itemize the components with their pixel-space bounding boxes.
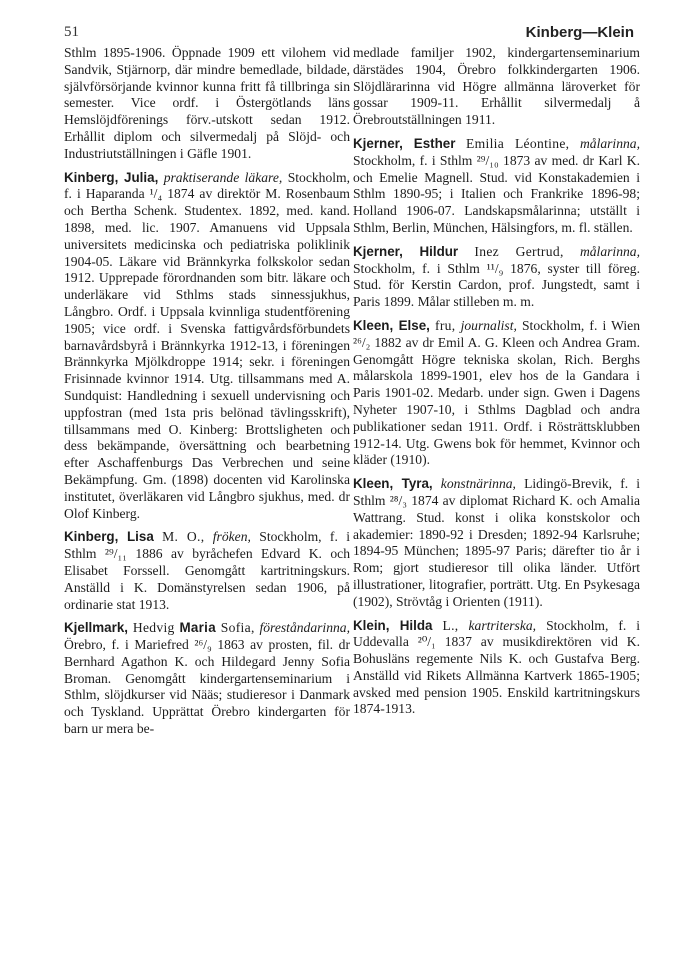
entry-given-names: Emilia Léontine, [466,135,570,151]
entry-text: Stockholm, f. i Wien ²⁶/₂ 1882 av dr Emil A. G. Kleen och Andrea Gram. Genomgått Högre tekniska skolan, Rich. Berghs målarskola 1899-1901, elev hos de la Gandara i Paris 1901-02. Medarb. under sign. Gwen i Dagens Nyheter 1907-10, i Sthlms Dagblad och andra publikationer sedan 1911. Ordf. i Rösträttsklubben 1912-14. Utg. Gwens bok för hemmet, Kvinnor och kläder (1910). [353,317,640,468]
entry-kjellmark-hedvig [64,620,350,738]
page-header [64,22,634,44]
entry-text: Örebro, f. i Mariefred ²⁶/₉ 1863 av prosten, fil. dr Bernhard Agathon K. och Hildegard Jenny Sofia Broman. Genomgått kindergartenseminarium i Sthlm, slöjdkurser vid Nääs; studieresor i Danmark och Tyskland. Upprättat Örebro kindergarten för barn ur mera be- [64,637,350,737]
entry-occupation: kartriterska, [468,617,537,633]
entry-given-names: M. O., [162,529,205,545]
entry-text: Stockholm, f. i Sthlm ²⁹/₁₁ 1886 av byråchefen Edvard K. och Elisabet Forssell. Genomgått kartritningskurs. Anställd i K. Domänstyrelsen sedan 1906, på ordinarie stat 1913. [64,529,350,612]
entry-name: Klein, Hilda [353,617,433,633]
entry-given-names: Hedvig [132,620,175,636]
entry-kinberg-lisa [64,529,350,613]
entry-kjerner-esther [353,136,640,237]
entry-kinberg-julia [64,170,350,523]
entry-occupation: fröken, [212,529,251,545]
continuation-entry [353,45,640,129]
entry-text: Stockholm, f. i Sthlm ²⁹/₁₀ 1873 av med. dr Karl K. och Emelie Magnell. Stud. vid Konstakademien i Sthlm 1890-95; i Italien och Frankrike 1896-98; Holland 1906-07. Landskapsmålarinna; utställt i Sthlm, Berlin, München, Hälsingfors, m. fl. ställen. [353,152,640,235]
entry-given-names: fru, [435,317,456,333]
continuation-entry [64,45,350,163]
entry-text: Stockholm, f. i Sthlm ¹¹/₉ 1876, syster till föreg. Stud. för Kerstin Cardon, prof. Jungstedt, samt i Paris 1899. Målar stilleben m. m. [353,260,640,310]
entry-occupation: praktiserande läkare, [163,169,283,185]
entry-occupation: konstnärinna, [440,476,516,492]
entry-text: medlade familjer 1902, kindergartenseminarium därstädes 1904, Örebro folkkindergarten 1906. Slöjdlärarinna vid Högre allmänna läroverket för gossar 1909-11. Erhållit silvermedalj å Örebroutställningen 1911. [353,45,640,128]
entry-text: Stockholm, f. i Haparanda ¹/₄ 1874 av direktör M. Rosenbaum och Bertha Schenk. Studentex. 1892, med. kand. 1898, med. lic. 1907. Amanuens vid Uppsala universitets medicinska och pediatriska poliklinik 1904-05. Läkare vid Brännkyrka folkskolor sedan 1912. Upprepade förordnanden som bitr. läkare och underläkare vid Sthlms stads sinnessjukhus, Långbro. Ordf. i Uppsala kvinnliga studentförening 1905; vice ordf. i Svenska fattigvårdsförbundets barnavårdsbyrå i Brännkyrka 1912-13, i föreningen Brännkyrka Mjölkdroppe 1914; sekr. i föreningen Frisinnade kvinnor 1914. Utg. tillsammans med A. Sundquist: Handledning i sexuell undervisning och uppfostran (med 1sta pris belönad tävlingsskrift), tillsammans med O. Kinberg: Brottsligheten och dess bekämpande, översättning och bearbetning efter Aschaffenburgs Das Verbrechen und seine Bekämpfung. Gm. (1898) docenten vid Karolinska institutet, överläkaren vid Långbro sjukhus, med. dr Olof Kinberg. [64,169,351,521]
running-head: Kinberg—Klein [525,24,634,41]
entry-klein-hilda [353,618,640,719]
entry-name: Kinberg, Lisa [64,529,154,545]
entry-name: Kleen, Else, [353,317,430,333]
entry-text: Lidingö-Brevik, f. i Sthlm ²⁸/₃ 1874 av diplomat Richard K. och Amalia Wattrang. Stud. konst i olika konstskolor och akademier: 1890-92 i Dresden; 1892-94 Karlsruhe; 1894-95 München; 1895-97 Paris; därefter tio år i Rom; gjort studieresor till olika länder. Utfört illustrationer, litografier, porträtt. Utg. En Psykesaga (1902), Strövtåg i Orienten (1911). [353,476,641,609]
left-column [64,45,350,745]
entry-given-names-after: Sofia, [220,620,255,636]
entry-occupation: föreståndarinna, [259,620,350,636]
entry-name: Kinberg, Julia, [64,169,159,185]
entry-occupation: journalist, [460,317,517,333]
entry-occupation: målarinna, [579,135,640,151]
entry-text: Sthlm 1895-1906. Öppnade 1909 ett vilohem vid Sandvik, Stjärnorp, där mindre bemedlade, bildade, självförsörjande kvinnor kunna fritt få tillbringa sin semester. Vice ordf. i Östergötlands läns Hemslöjdförenings förv.-utskott sedan 1912. Erhållit diplom och silvermedalj på Slöjd- och Industriutställningen i Gäfle 1901. [64,45,350,161]
entry-given-names: L., [442,617,459,633]
entry-occupation: målarinna, [579,243,640,259]
entry-kleen-else [353,318,640,469]
entry-name: Kjerner, Hildur [353,243,459,259]
entry-name: Kjellmark, [64,620,129,636]
entry-kleen-tyra [353,476,640,610]
entry-name: Kleen, Tyra, [353,476,433,492]
entry-given-name-emphasis: Maria [179,620,216,636]
page-number: 51 [64,24,79,40]
entry-text: Stockholm, f. i Uddevalla ²⁰/₁ 1837 av musikdirektören vid K. Bohusläns regemente Nils K. och Gustafva Berg. Anställd vid Rikets Allmänna Kartverk 1865-1905; avsked med pension 1905. Enskild kartritningskurs 1874-1913. [353,617,641,717]
entry-name: Kjerner, Esther [353,135,456,151]
right-column [353,45,640,725]
entry-kjerner-hildur [353,244,640,311]
entry-given-names: Inez Gertrud, [474,243,564,259]
